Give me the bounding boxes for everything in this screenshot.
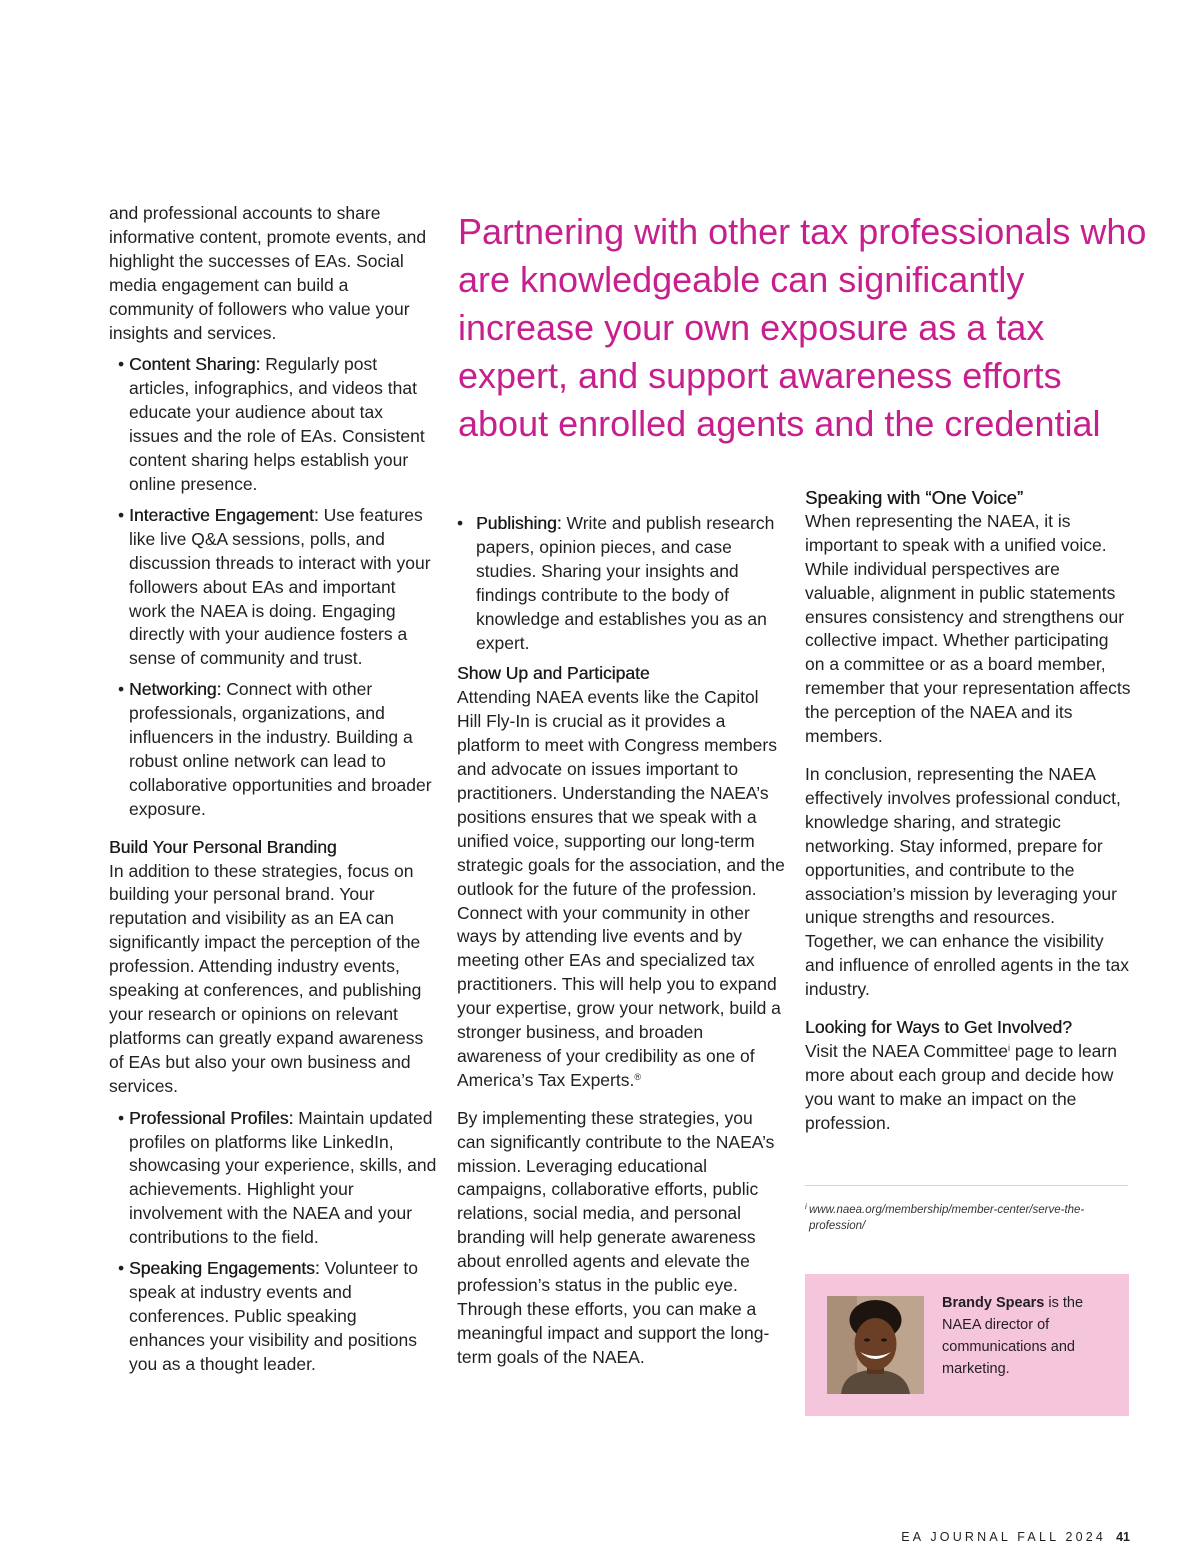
bullet-text: Regularly post articles, infographics, and videos that educate your audience about tax issues and the role of EAs. Consistent content sharing helps establish your online presence. — [129, 354, 425, 494]
journal-issue: EA JOURNAL FALL 2024 — [901, 1530, 1107, 1544]
involved-text-end: page to learn more about each group and decide how you want to make an impact on the profession. — [805, 1040, 1117, 1133]
column-middle — [457, 512, 785, 1378]
involved-text-start: Visit the NAEA Committee — [805, 1040, 1008, 1061]
registered-mark: ® — [634, 1071, 641, 1082]
bullet-text: Use features like live Q&A sessions, polls, and discussion threads to interact with your followers about EAs and important work the NAEA is doing. Engaging directly with your audience fosters a sense of community and trust. — [129, 504, 431, 669]
section-heading-show-up: Show Up and Participate — [457, 663, 650, 684]
author-photo — [827, 1296, 924, 1394]
section-heading-get-involved: Looking for Ways to Get Involved? — [805, 1017, 1072, 1038]
bullet-speaking-engagements — [109, 1257, 437, 1377]
publishing-bullet-list — [457, 512, 785, 655]
author-bio-box — [805, 1274, 1129, 1416]
involved-paragraph — [805, 1040, 1131, 1136]
page-number: 41 — [1116, 1530, 1130, 1544]
bullet-lead: Speaking Engagements: — [129, 1258, 320, 1279]
column-left — [109, 202, 437, 1384]
footnote-divider — [805, 1185, 1128, 1186]
bullet-lead: Interactive Engagement: — [129, 504, 319, 525]
author-description: is the NAEA director of communications and marketing. — [942, 1295, 1084, 1377]
branding-paragraph: In addition to these strategies, focus on building your personal brand. Your reputation and visibility as an EA can significantly impact the perception of the profession. Attending industry events, speaking at conferences, and publishing your research or opinions on relevant platforms can greatly expand awareness of EAs but also your own business and services. — [109, 860, 424, 1096]
bullet-lead: Professional Profiles: — [129, 1107, 294, 1128]
column-right — [805, 486, 1131, 1144]
conclusion-paragraph: In conclusion, representing the NAEA effectively involves professional conduct, knowledge sharing, and strategic networking. Stay informed, prepare for opportunities, and contribute to the association’s mission by leveraging your unique strengths and resources. Together, we can enhance the visibility and influence of enrolled agents in the tax industry. — [805, 763, 1129, 1000]
bullet-networking — [109, 678, 437, 821]
page-footer — [840, 1530, 1130, 1544]
bullet-content-sharing — [109, 353, 437, 496]
author-portrait-icon — [827, 1296, 924, 1394]
participate-text: Attending NAEA events like the Capitol Hill Fly-In is crucial as it provides a platform to meet with Congress members and advocate on issues important to practitioners. Understanding the NAEA’s positions ensures that we speak with a unified voice, supporting our long-term strategic goals for the association, and the outlook for the future of the profession. Connect with your community in other ways by attending live events and by meeting other EAs and specialized tax practitioners. This will help you to expand your expertise, grow your network, build a stronger business, and broaden awareness of your credibility as one of America’s Tax Experts. — [457, 687, 785, 1090]
footnote — [805, 1202, 1125, 1234]
bullet-lead: Content Sharing: — [129, 354, 261, 375]
one-voice-paragraph: When representing the NAEA, it is important to speak with a unified voice. While individual perspectives are valuable, alignment in public statements ensures consistency and strengthens our collective impact. Whether participating on a committee or as a board member, remember that your representation affects the perception of the NAEA and its members. — [805, 510, 1131, 747]
branding-bullet-list — [109, 1107, 437, 1377]
author-bio-text — [942, 1292, 1120, 1380]
bullet-text: Write and publish research papers, opinion pieces, and case studies. Sharing your insights and findings contribute to the body of knowledge and establishes you as an expert. — [476, 513, 775, 653]
footnote-reference: i — [1007, 1042, 1010, 1053]
social-media-bullet-list — [109, 353, 437, 821]
footnote-mark: i — [805, 1202, 807, 1211]
bullet-lead: Networking: — [129, 679, 222, 700]
footnote-url: www.naea.org/membership/member-center/serve-the-profession/ — [809, 1204, 1085, 1232]
pull-quote: Partnering with other tax professionals who are knowledgeable can significantly increase your own exposure as a tax expert, and support awareness efforts about enrolled agents and the credential — [458, 211, 1147, 444]
author-name: Brandy Spears — [942, 1295, 1045, 1311]
section-heading-one-voice: Speaking with “One Voice” — [805, 487, 1024, 508]
bullet-lead: Publishing: — [476, 513, 562, 533]
bullet-text: Volunteer to speak at industry events and conferences. Public speaking enhances your visibility and positions you as a thought leader. — [129, 1258, 418, 1374]
section-heading-personal-branding: Build Your Personal Branding — [109, 836, 337, 857]
bullet-interactive-engagement — [109, 504, 437, 671]
implementing-paragraph: By implementing these strategies, you can significantly contribute to the NAEA’s mission. Leveraging educational campaigns, collaborative efforts, public relations, social media, and personal branding will help generate awareness about enrolled agents and elevate the profession’s status in the public eye. Through these efforts, you can make a meaningful impact and support the long-term goals of the NAEA. — [457, 1107, 775, 1367]
bullet-professional-profiles — [109, 1107, 437, 1250]
bullet-text: Maintain updated profiles on platforms like LinkedIn, showcasing your experience, skills, and achievements. Highlight your involvement with the NAEA and your contributions to the field. — [129, 1107, 437, 1248]
bullet-text: Connect with other professionals, organizations, and influencers in the industry. Building a robust online network can lead to collaborative opportunities and broader exposure. — [129, 679, 432, 819]
participate-paragraph — [457, 686, 785, 1092]
intro-paragraph: and professional accounts to share informative content, promote events, and highlight the successes of EAs. Social media engagement can build a community of followers who value your insights and services. — [109, 203, 427, 343]
bullet-publishing — [457, 512, 785, 655]
